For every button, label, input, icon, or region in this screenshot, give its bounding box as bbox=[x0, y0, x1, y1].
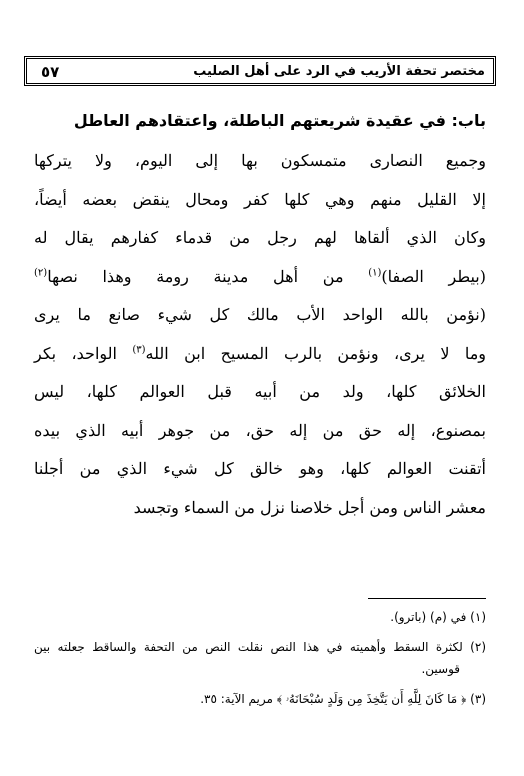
footnote-3: (٣) ﴿ مَا كَانَ لِلَّهِ أَن يَتَّخِذَ مِن وَلَدٍ سُبْحَانَهُۥ ﴾ مريم الآية: ٣٥. bbox=[200, 692, 486, 706]
footnote-marker: (٣) bbox=[132, 344, 146, 356]
footnote-separator bbox=[368, 598, 486, 599]
body-line: أتقنت العوالم كلها، وهو خالق كل شيء الذي من أجلنا bbox=[34, 459, 486, 478]
body-line: (نؤمن بالله الواحد الأب مالك كل شيء صانع ما يرى bbox=[34, 305, 486, 324]
chapter-heading: باب: في عقيدة شريعتهم الباطلة، واعتقادهم العاطل bbox=[73, 111, 486, 130]
page-number: ٥٧ bbox=[41, 63, 60, 81]
footnote-1: (١) في (م) (باترو). bbox=[390, 610, 486, 624]
body-line bbox=[34, 258, 486, 297]
body-line: وجميع النصارى متمسكون بها إلى اليوم، ولا يتركها bbox=[34, 151, 486, 170]
body-segment: من أهل مدينة رومة وهذا نصها bbox=[47, 266, 369, 286]
body-line: وكان الذي ألقاها لهم رجل من قدماء كفارهم يقال له bbox=[34, 228, 486, 247]
body-text bbox=[34, 142, 486, 527]
body-segment: وما لا يرى، ونؤمن بالرب المسيح ابن الله bbox=[145, 343, 486, 363]
footnote-marker: (١) bbox=[368, 267, 382, 279]
body-line: الخلائق كلها، ولد من أبيه قبل العوالم كلها، ليس bbox=[34, 382, 486, 401]
body-line: بمصنوع، إله حق من إله حق، من جوهر أبيه الذي بيده bbox=[34, 420, 486, 440]
body-line: إلا القليل منهم وهي كلها كفر ومحال ينقض بعضه أيضاً، bbox=[34, 189, 486, 209]
body-line bbox=[34, 335, 486, 374]
footnotes bbox=[34, 606, 486, 710]
body-segment: الواحد، بكر bbox=[34, 343, 133, 363]
body-segment: (بيطر الصفا) bbox=[381, 266, 486, 286]
running-header bbox=[24, 56, 496, 86]
footnote-2: (٢) لكثرة السقط وأهميته في هذا النص نقلت النص من التحفة والساقط جعلته بين bbox=[34, 640, 486, 654]
body-line: معشر الناس ومن أجل خلاصنا نزل من السماء وتجسد bbox=[133, 497, 486, 517]
footnote-2-continuation: قوسين. bbox=[421, 662, 460, 676]
book-title: مختصر تحفة الأريب في الرد على أهل الصليب bbox=[193, 64, 485, 79]
footnote-marker: (٢) bbox=[34, 267, 48, 279]
